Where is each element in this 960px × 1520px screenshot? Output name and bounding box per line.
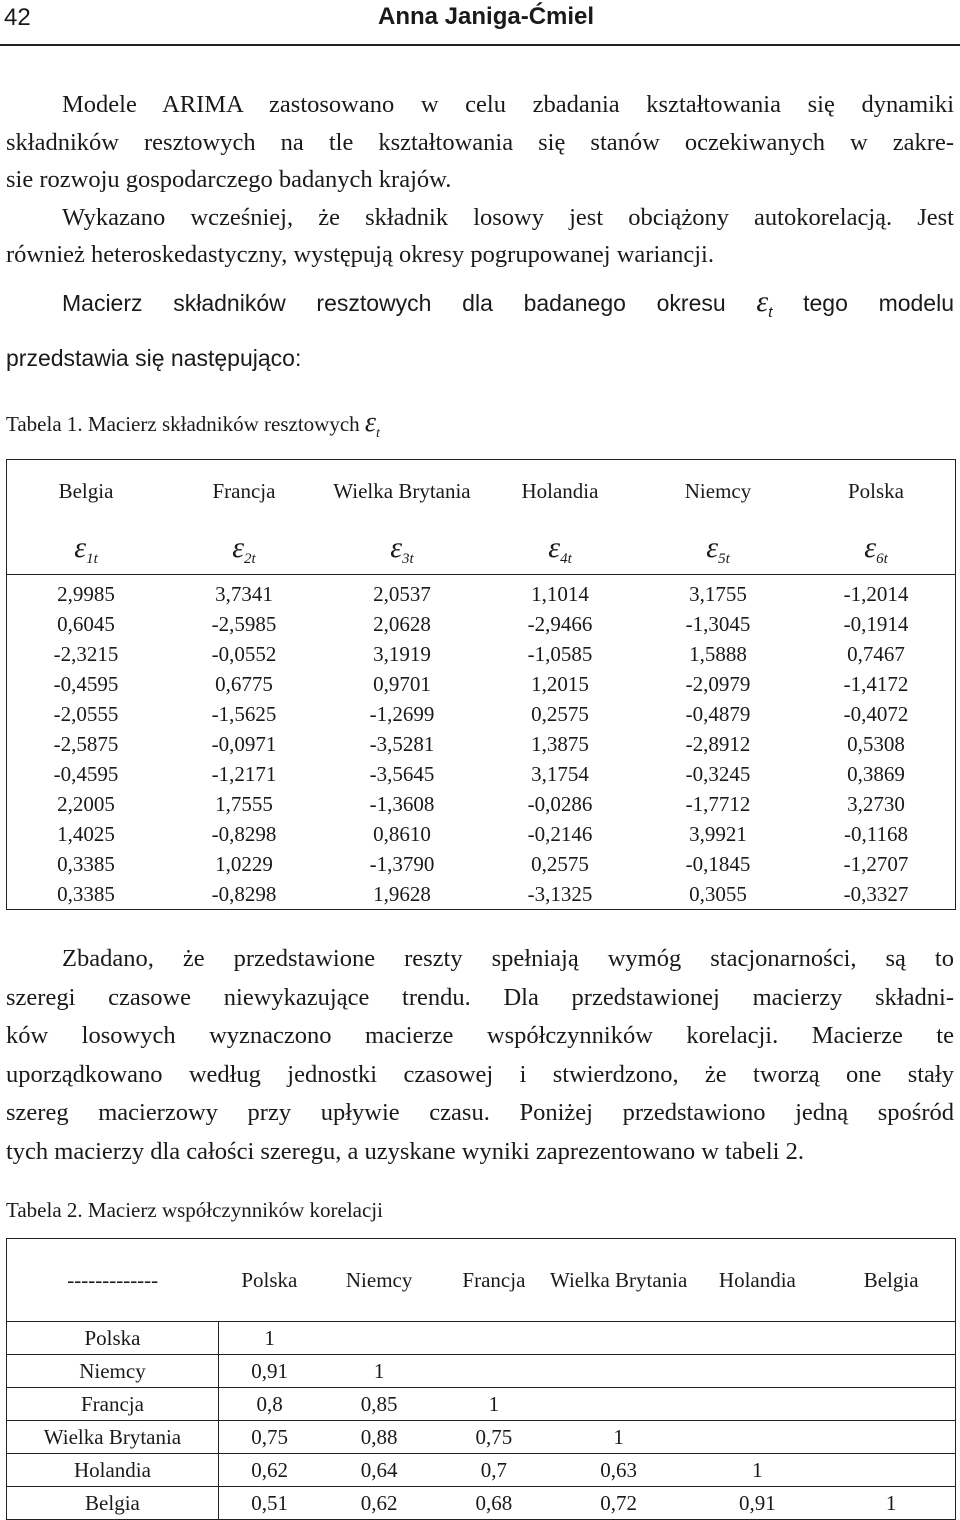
residual-value: 1,0229 (215, 851, 273, 876)
correlation-value (688, 1421, 828, 1454)
correlation-value: 0,91 (218, 1355, 320, 1388)
correlation-value: 1 (688, 1454, 828, 1487)
epsilon-subscript: 4t (560, 551, 572, 567)
residual-symbol-header (639, 522, 797, 575)
results-line: szeregi czasowe niewykazujące trendu. Dla przedstawionej macierzy składni- (6, 983, 954, 1011)
correlation-value: 0,64 (320, 1454, 438, 1487)
country-header: Polska (218, 1239, 320, 1322)
country-header: Belgia (58, 479, 114, 503)
epsilon-subscript: t (375, 426, 380, 441)
residual-value: 3,1919 (373, 641, 431, 666)
epsilon-subscript: t (768, 304, 773, 321)
residual-value: -2,3215 (53, 641, 119, 666)
country-header: Polska (847, 479, 904, 503)
residuals-table (6, 459, 956, 910)
epsilon-symbol: ε (364, 407, 376, 438)
epsilon-subscript: 5t (718, 551, 730, 567)
residual-value: -3,1325 (527, 881, 593, 906)
residual-value: 0,5308 (847, 731, 905, 756)
correlation-value: 0,75 (438, 1421, 550, 1454)
table-row (7, 729, 956, 759)
country-header: Francja (438, 1239, 550, 1322)
residual-value: 3,1755 (689, 581, 747, 606)
country-header: Holandia (688, 1239, 828, 1322)
correlation-value: 0,68 (475, 1490, 513, 1515)
residual-value: -1,3790 (369, 851, 435, 876)
epsilon-symbol: ε (864, 531, 877, 564)
residual-value: 3,9921 (689, 821, 747, 846)
correlation-value (688, 1388, 828, 1421)
residual-value: -1,0585 (527, 641, 593, 666)
table-row (7, 669, 956, 699)
table-row (7, 1454, 956, 1487)
residual-value: 0,3055 (689, 881, 747, 906)
intro-line: również heteroskedastyczny, występują okresy pogrupowanej wariancji. (6, 241, 714, 268)
residual-value: 1,3875 (531, 731, 589, 756)
residual-value: -0,1845 (685, 851, 751, 876)
results-line: ków losowych wyznaczono macierze współczynników korelacji. Macierze te (6, 1022, 954, 1050)
correlation-value (550, 1388, 688, 1421)
correlation-value (688, 1322, 828, 1355)
residual-value: 0,9701 (373, 671, 431, 696)
table-row (7, 789, 956, 819)
country-header: Wielka Brytania (550, 1239, 688, 1322)
corner-cell: ------------- (7, 1239, 219, 1322)
residual-symbol-header (481, 522, 639, 575)
residual-value: -2,0555 (53, 701, 119, 726)
residual-value: 0,6775 (215, 671, 273, 696)
table-row (7, 575, 956, 610)
results-line: szereg macierzowy przy upływie czasu. Poniżej przedstawiono jedną spośród (6, 1099, 954, 1127)
row-label: Belgia (7, 1487, 219, 1520)
table2-caption: Tabela 2. Macierz współczynników korelacji (6, 1198, 383, 1222)
intro-line: Wykazano wcześniej, że składnik losowy jest obciążony autokorelacją. Jest (62, 203, 954, 231)
residual-value: 1,1014 (531, 581, 589, 606)
table-row (7, 1421, 956, 1454)
intro-line: Modele ARIMA zastosowano w celu zbadania kształtowania się dynamiki (62, 91, 954, 118)
country-header: Niemcy (684, 479, 752, 503)
country-header: Niemcy (320, 1239, 438, 1322)
residual-symbol-header (165, 522, 323, 575)
residual-value: -1,3045 (685, 611, 751, 636)
correlation-value (438, 1355, 550, 1388)
row-label: Polska (7, 1322, 219, 1355)
epsilon-subscript: 1t (86, 551, 98, 567)
macierz-last-line (6, 340, 954, 378)
macierz-sentence (6, 285, 954, 324)
residual-value: -0,1914 (843, 611, 909, 636)
table-row (7, 639, 956, 669)
table-row (7, 879, 956, 910)
residual-value: 0,3385 (57, 881, 115, 906)
residual-value: -0,3245 (685, 761, 751, 786)
residual-value: -0,8298 (211, 821, 277, 846)
page-number: 42 (4, 4, 31, 31)
correlation-value (688, 1355, 828, 1388)
correlation-value: 1 (320, 1355, 438, 1388)
residual-value: -3,5281 (369, 731, 435, 756)
residual-value: 0,3869 (847, 761, 905, 786)
table-row (7, 759, 956, 789)
correlation-value (827, 1388, 955, 1421)
residual-value: 2,9985 (57, 581, 115, 606)
table-row (7, 1388, 956, 1421)
correlation-value: 1 (218, 1322, 320, 1355)
correlation-value (827, 1355, 955, 1388)
residual-value: 0,2575 (531, 851, 589, 876)
correlation-value: 0,72 (600, 1490, 638, 1515)
table1-caption (6, 407, 380, 439)
table-row (7, 1487, 956, 1520)
epsilon-subscript: 2t (244, 551, 256, 567)
residual-value: -0,0552 (211, 641, 277, 666)
macierz-text-post: tego modelu (803, 290, 955, 316)
macierz-line (6, 285, 954, 324)
residual-value: -1,2699 (369, 701, 435, 726)
epsilon-symbol: ε (548, 531, 561, 564)
table-row (7, 1355, 956, 1388)
epsilon-symbol: ε (706, 531, 719, 564)
correlation-value: 1 (438, 1388, 550, 1421)
results-line: Zbadano, że przedstawione reszty spełniają wymóg stacjonarności, są to (62, 945, 954, 972)
country-header: Holandia (521, 479, 599, 503)
epsilon-symbol: ε (232, 531, 245, 564)
correlation-value (550, 1322, 688, 1355)
residual-symbol-header (323, 522, 481, 575)
residual-value: -0,8298 (211, 881, 277, 906)
correlation-value: 0,75 (218, 1421, 320, 1454)
correlation-value: 0,85 (320, 1388, 438, 1421)
table-row (7, 1322, 956, 1355)
correlation-value: 0,7 (438, 1454, 550, 1487)
epsilon-subscript: 6t (876, 551, 888, 567)
correlation-value: 0,62 (218, 1454, 320, 1487)
residual-value: -2,9466 (527, 611, 593, 636)
residual-value: 0,6045 (57, 611, 115, 636)
residual-value: -1,4172 (843, 671, 909, 696)
epsilon-symbol: ε (390, 531, 403, 564)
residual-value: -1,2171 (211, 761, 277, 786)
correlation-value: 1 (550, 1421, 688, 1454)
residual-value: -0,0971 (211, 731, 277, 756)
results-paragraph (6, 940, 954, 1172)
residual-value: 3,1754 (531, 761, 589, 786)
residual-value: 2,2005 (57, 791, 115, 816)
correlation-value: 0,63 (550, 1454, 688, 1487)
running-author: Anna Janiga-Ćmiel (378, 3, 595, 30)
results-line: tych macierzy dla całości szeregu, a uzyskane wyniki zaprezentowano w tabeli 2. (6, 1137, 804, 1165)
residual-value: -0,4072 (843, 701, 909, 726)
residual-value: 2,0628 (373, 611, 431, 636)
residual-value: 3,7341 (215, 581, 273, 606)
residual-value: -0,0286 (527, 791, 593, 816)
intro-line: składników resztowych na tle kształtowania się stanów oczekiwanych w zakre- (6, 128, 954, 156)
country-header: Wielka Brytania (333, 479, 471, 503)
residual-value: 0,7467 (847, 641, 905, 666)
residual-value: -3,5645 (369, 761, 435, 786)
residual-value: -2,5985 (211, 611, 277, 636)
residual-value: -0,3327 (843, 881, 909, 906)
residual-value: -0,4595 (53, 761, 119, 786)
residual-value: -1,2707 (843, 851, 909, 876)
correlation-table (6, 1238, 956, 1520)
residual-value: 1,4025 (57, 821, 115, 846)
country-header: Francja (212, 479, 276, 503)
residual-value: -0,4879 (685, 701, 751, 726)
macierz-text-pre: Macierz składników resztowych dla badanego okresu (62, 290, 726, 316)
residual-symbol-header (7, 522, 165, 575)
correlation-value (827, 1322, 955, 1355)
residual-value: -1,5625 (211, 701, 277, 726)
residual-value: 1,9628 (373, 881, 431, 906)
residual-value: -2,0979 (685, 671, 751, 696)
residual-value: 1,7555 (215, 791, 273, 816)
residual-value: -1,7712 (685, 791, 751, 816)
residual-value: -2,5875 (53, 731, 119, 756)
residual-value: 1,5888 (689, 641, 747, 666)
table-row (7, 609, 956, 639)
row-label: Niemcy (7, 1355, 219, 1388)
correlation-value: 0,91 (739, 1490, 776, 1515)
row-label: Wielka Brytania (7, 1421, 219, 1454)
table-row (7, 699, 956, 729)
correlation-value: 0,51 (251, 1490, 288, 1515)
correlation-value (320, 1322, 438, 1355)
residual-value: -0,4595 (53, 671, 119, 696)
correlation-value: 0,88 (320, 1421, 438, 1454)
correlation-value: 1 (885, 1490, 897, 1515)
country-header: Belgia (827, 1239, 955, 1322)
macierz-line: przedstawia się następująco: (6, 345, 302, 371)
row-label: Francja (7, 1388, 219, 1421)
table1-caption-text: Tabela 1. Macierz składników resztowych (6, 412, 360, 436)
table-row (7, 849, 956, 879)
residual-value: -0,1168 (844, 821, 908, 846)
intro-paragraph (6, 86, 954, 274)
intro-line: sie rozwoju gospodarczego badanych krajów. (6, 166, 452, 193)
correlation-value: 0,8 (218, 1388, 320, 1421)
correlation-value (827, 1421, 955, 1454)
residual-value: -2,8912 (685, 731, 751, 756)
residual-value: 1,2015 (531, 671, 589, 696)
residual-symbol-header (797, 522, 956, 575)
epsilon-subscript: 3t (402, 551, 414, 567)
running-header (0, 0, 960, 46)
epsilon-symbol: ε (756, 285, 769, 318)
residual-value: 0,8610 (373, 821, 431, 846)
correlation-value (827, 1454, 955, 1487)
residual-value: 0,3385 (57, 851, 115, 876)
residual-value: 0,2575 (531, 701, 589, 726)
correlation-value (438, 1322, 550, 1355)
table-row (7, 819, 956, 849)
epsilon-symbol: ε (74, 531, 87, 564)
row-label: Holandia (7, 1454, 219, 1487)
correlation-value: 0,62 (360, 1490, 398, 1515)
correlation-value (550, 1355, 688, 1388)
residual-value: -1,2014 (843, 581, 909, 606)
results-line: uporządkowano według jednostki czasowej i stwierdzono, że tworzą one stały (6, 1060, 954, 1088)
residual-value: 2,0537 (373, 581, 431, 606)
residual-value: -0,2146 (527, 821, 593, 846)
residual-value: 3,2730 (847, 791, 905, 816)
residual-value: -1,3608 (369, 791, 435, 816)
